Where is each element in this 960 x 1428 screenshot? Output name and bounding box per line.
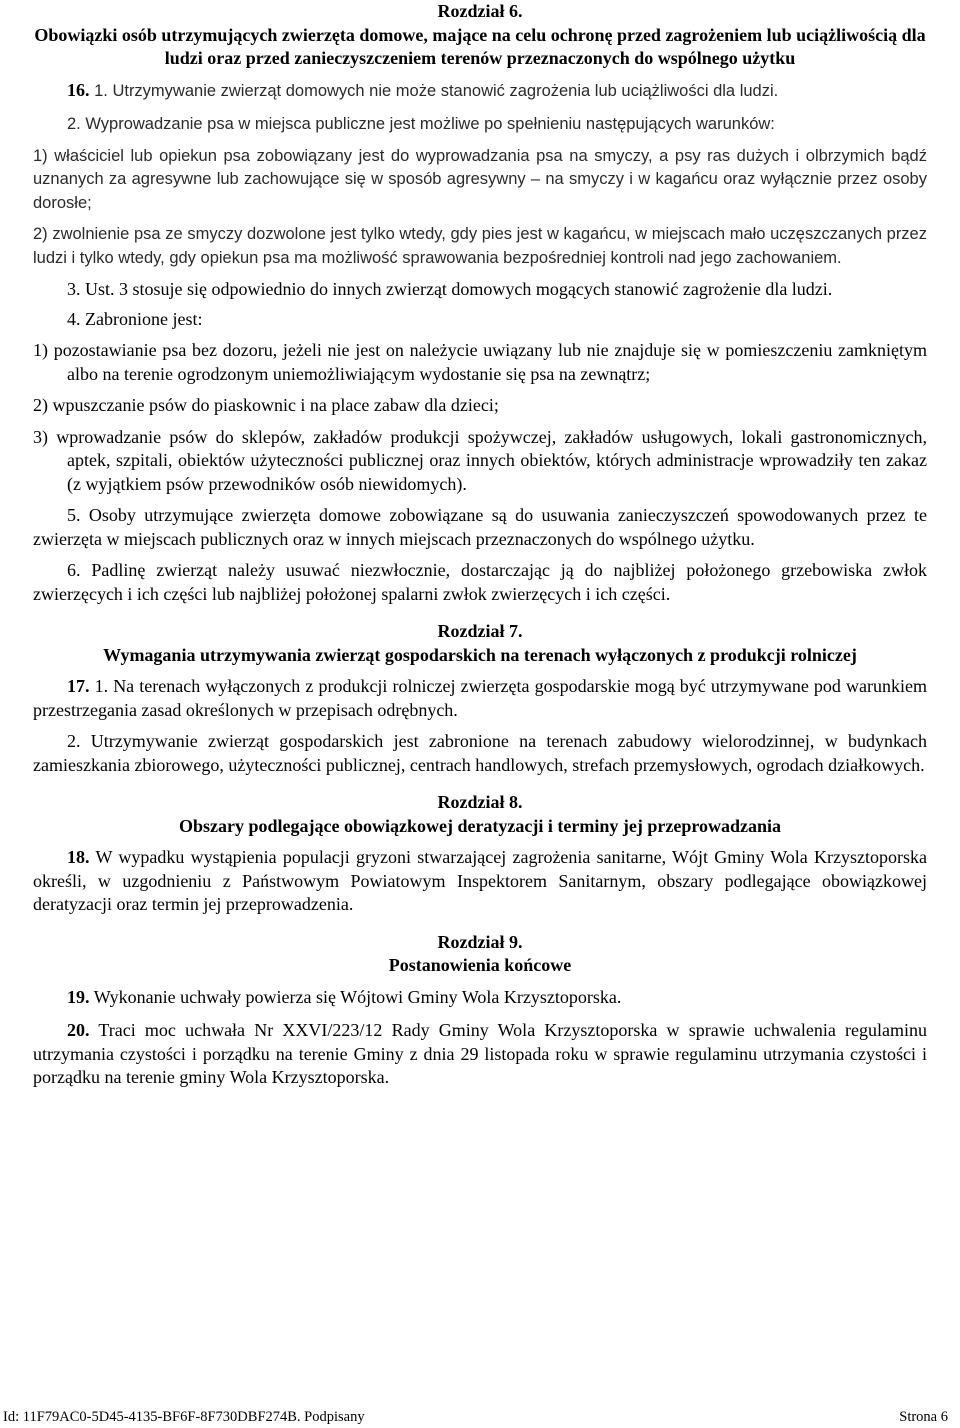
paragraph-17-2: 2. Utrzymywanie zwierząt gospodarskich jest zabronione na terenach zabudowy wielorodzinnej, w budynkach zamieszkania zbiorowego, użyteczności publicznej, centrach handlowych, strefach przemysłowych, ogrodach działkowych. [33,731,927,775]
list-item: 1) właściciel lub opiekun psa zobowiązany jest do wyprowadzania psa na smyczy, a psy ras dużych i olbrzymich bądź uznanych za agresywne lub zachowujące się w sposób agresywny – na smyczy i w kagańcu oraz wyłącznie przez osoby dorosłe; [33,146,927,212]
list-item: 2) zwolnienie psa ze smyczy dozwolone jest tylko wtedy, gdy pies jest w kagańcu, w miejscach mało uczęszczanych przez ludzi i tylko wtedy, gdy opiekun psa ma możliwość sprawowania bezpośredniej kontroli nad jego zachowaniem. [33,225,927,267]
list-item: 1) pozostawianie psa bez dozoru, jeżeli nie jest on należycie uwiązany lub nie znajduje się w pomieszczeniu zamkniętym albo na terenie ogrodzonym uniemożliwiającym wydostanie się psa na zewnątrz; [33,340,927,384]
list-item: 3) wprowadzanie psów do sklepów, zakładów produkcji spożywczej, zakładów usługowych, lokali gastronomicznych, aptek, szpitali, obiektów użyteczności publicznej oraz innych obiektów, których administracje wprowadziły ten zakaz (z wyjątkiem psów przewodników osób niewidomych). [33,426,927,494]
paragraph-number: 17. [67,676,90,696]
chapter-6-heading: Rozdział 6. [437,1,523,21]
paragraph-number: 20. [67,1020,90,1040]
chapter-6-title: Obowiązki osób utrzymujących zwierzęta domowe, mające na celu ochronę przed zagrożeniem lub uciążliwością dla ludzi oraz przed zanieczyszczeniem terenów przeznaczonych do wspólnego użytku [34,24,926,68]
paragraph-16-3: 3. Ust. 3 stosuje się odpowiednio do innych zwierząt domowych mogących stanowić zagrożenie dla ludzi. [67,279,833,299]
paragraph-number: 18. [67,847,90,867]
paragraph-16-4: 4. Zabronione jest: [67,308,203,329]
paragraph-18: 18. W wypadku wystąpienia populacji gryzoni stwarzającej zagrożenia sanitarne, Wójt Gminy Wola Krzysztoporska określi, w uzgodnieniu z Państwowym Powiatowym Inspektorem Sanitarnym, obszary podlegające obowiązkowej deratyzacji oraz termin jej przeprowadzenia. [33,847,927,914]
chapter-9-heading: Rozdział 9. [437,931,523,952]
chapter-8-title: Obszary podlegające obowiązkowej deratyzacji i terminy jej przeprowadzania [178,815,782,836]
paragraph-16-2: 2. Wyprowadzanie psa w miejsca publiczne jest możliwe po spełnieniu następujących warunków: [67,115,775,133]
chapter-8-heading: Rozdział 8. [437,792,523,812]
chapter-9-title: Postanowienia końcowe [388,955,572,975]
page-footer [0,1406,960,1428]
page-number: Strona 6 [899,1409,948,1425]
paragraph-16-5: 5. Osoby utrzymujące zwierzęta domowe zobowiązane są do usuwania zanieczyszczeń spowodowanych przez te zwierzęta w miejscach publicznych oraz w innych miejscach przeznaczonych do wspólnego użytku. [33,505,927,549]
paragraph-20: 20. Traci moc uchwała Nr XXVI/223/12 Rady Gminy Wola Krzysztoporska w sprawie uchwalenia regulaminu utrzymania czystości i porządku na terenie Gminy z dnia 29 listopada roku w sprawie regulaminu utrzymania czystości i porządku na terenie gminy Wola Krzysztoporska. [33,1020,927,1087]
chapter-7-title: Wymagania utrzymywania zwierząt gospodarskich na terenach wyłączonych z produkcji rolniczej [103,644,857,665]
paragraph-19: 19. Wykonanie uchwały powierza się Wójtowi Gminy Wola Krzysztoporska. [67,986,622,1007]
chapter-7-heading: Rozdział 7. [437,621,523,641]
document-id: Id: 11F79AC0-5D45-4135-BF6F-8F730DBF274B. Podpisany [3,1409,365,1425]
paragraph-16-6: 6. Padlinę zwierząt należy usuwać niezwłocznie, dostarczając ją do najbliżej położonego grzebowiska zwłok zwierzęcych i ich części lub najbliżej położonej spalarni zwłok zwierzęcych i ich części. [33,560,927,604]
paragraph-16-1: 16. 1. Utrzymywanie zwierząt domowych nie może stanowić zagrożenia lub uciążliwości dla ludzi. [67,79,779,100]
paragraph-number: 19. [67,986,90,1007]
paragraph-number: 16. [67,79,90,100]
list-item: 2) wpuszczanie psów do piaskownic i na place zabaw dla dzieci; [33,395,499,415]
paragraph-17-1: 17. 1. Na terenach wyłączonych z produkcji rolniczej zwierzęta gospodarskie mogą być utrzymywane pod warunkiem przestrzegania zasad określonych w przepisach odrębnych. [33,676,927,720]
